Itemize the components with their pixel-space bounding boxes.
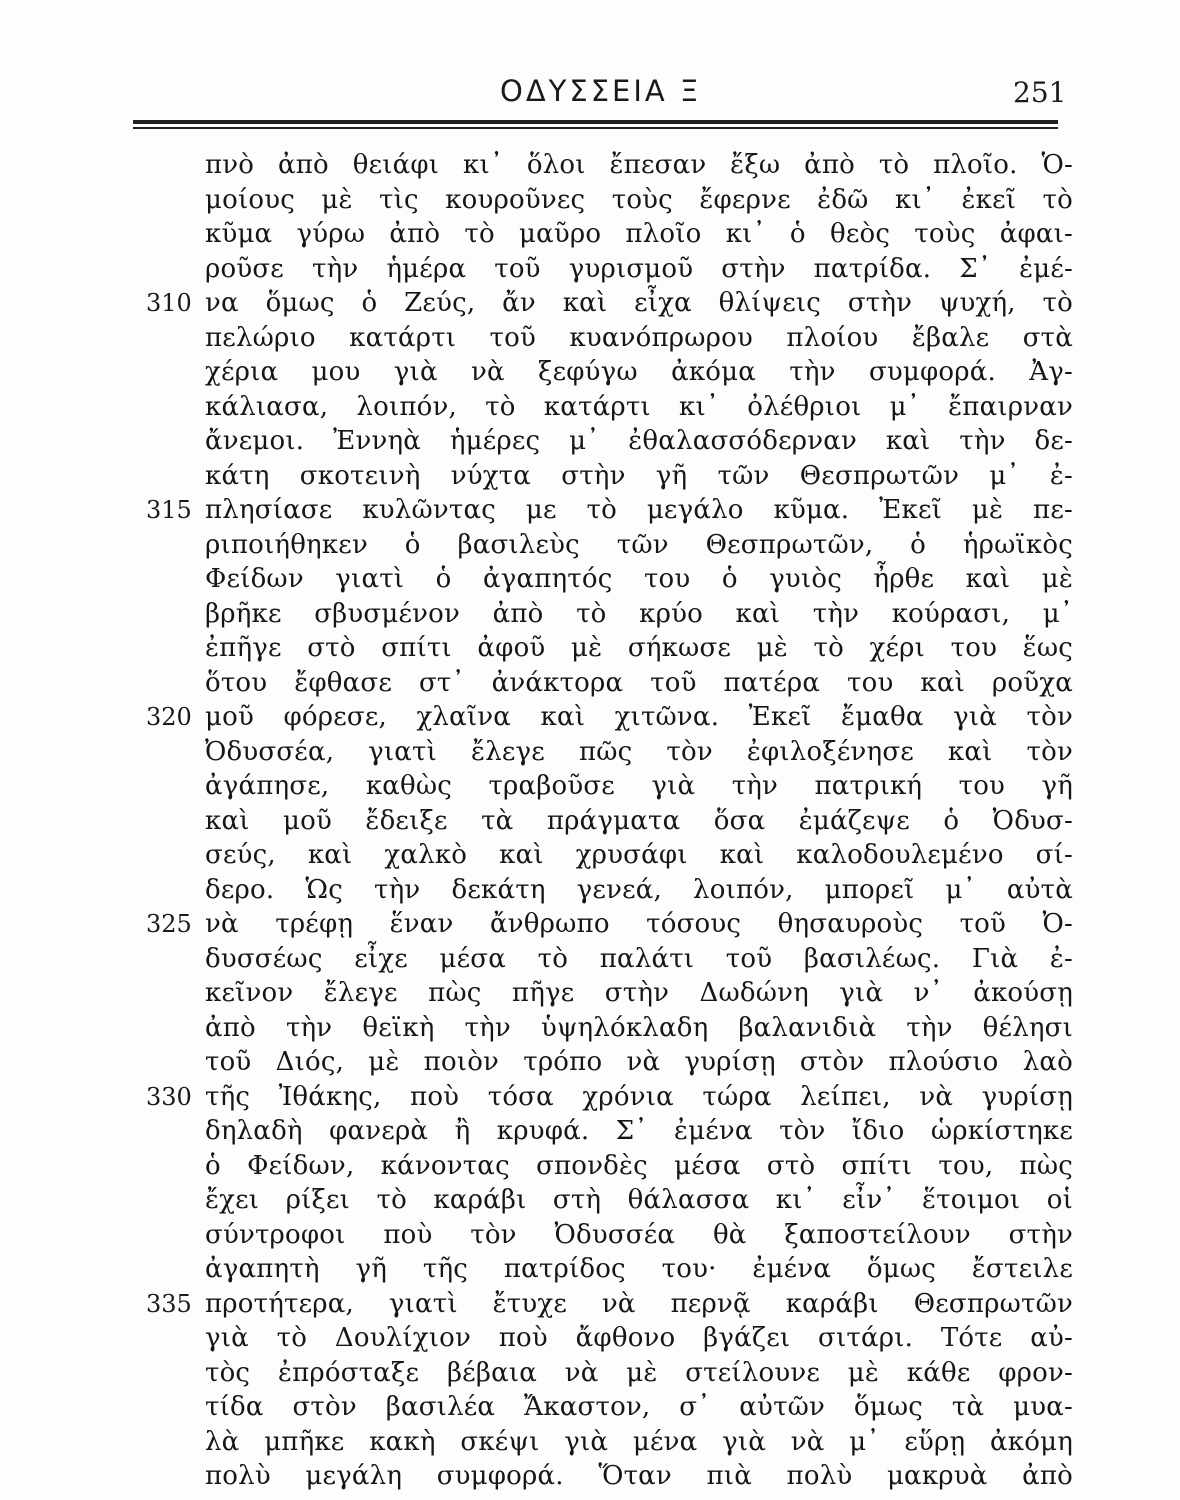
text-line: [0, 1114, 1180, 1149]
text-line: [0, 562, 1180, 597]
text-line: [0, 631, 1180, 666]
text-line: [0, 252, 1180, 287]
line-text: κῦμα γύρω ἀπὸ τὸ μαῦρο πλοῖο κι᾿ ὁ θεὸς τοὺς ἀφαι-: [205, 219, 1073, 249]
line-text: δερο. Ὡς τὴν δεκάτη γενεά, λοιπόν, μπορεῖ μ᾿ αὐτὰ: [205, 874, 1073, 905]
line-text: νὰ τρέφῃ ἕναν ἄνθρωπο τόσους θησαυροὺς τοῦ Ὀ-: [205, 909, 1073, 939]
line-text: σεύς, καὶ χαλκὸ καὶ χρυσάφι καὶ καλοδουλεμένο σί-: [205, 840, 1073, 870]
line-number: 335: [146, 1289, 192, 1318]
text-line: [0, 148, 1180, 183]
text-line: [0, 597, 1180, 632]
text-line: [0, 942, 1180, 977]
text-line: [0, 769, 1180, 804]
text-line: [0, 1149, 1180, 1184]
header-rule-thick: [133, 120, 1058, 124]
line-text: Ὀδυσσέα, γιατὶ ἔλεγε πῶς τὸν ἐφιλοξένησε καὶ τὸν: [205, 736, 1073, 767]
line-text: τοῦ Διός, μὲ ποιὸν τρόπο νὰ γυρίσῃ στὸν πλούσιο λαὸ: [205, 1047, 1073, 1077]
text-line: [0, 1321, 1180, 1356]
text-line: [0, 1356, 1180, 1391]
line-text: λὰ μπῆκε κακὴ σκέψι γιὰ μένα γιὰ νὰ μ᾿ εὕρῃ ἀκόμη: [205, 1426, 1073, 1457]
text-line: [0, 1287, 1180, 1322]
line-text: σύντροφοι ποὺ τὸν Ὀδυσσέα θὰ ξαποστείλουν στὴν: [205, 1219, 1073, 1250]
line-number: 320: [146, 703, 192, 731]
line-text: καὶ μοῦ ἔδειξε τὰ πράγματα ὅσα ἐμάζεψε ὁ Ὀδυσ-: [205, 805, 1073, 836]
text-line: [0, 838, 1180, 873]
body-text: [0, 148, 1180, 1494]
line-text: ροῦσε τὴν ἡμέρα τοῦ γυρισμοῦ στὴν πατρίδα. Σ᾿ ἐμέ-: [205, 253, 1073, 284]
line-text: ἄνεμοι. Ἐννηὰ ἡμέρες μ᾿ ἐθαλασσόδερναν καὶ τὴν δε-: [205, 426, 1073, 456]
line-text: κάτη σκοτεινὴ νύχτα στὴν γῆ τῶν Θεσπρωτῶν μ᾿ ἐ-: [205, 460, 1073, 491]
text-line: [0, 1252, 1180, 1287]
line-text: γιὰ τὸ Δουλίχιον ποὺ ἄφθονο βγάζει σιτάρι. Τότε αὐ-: [205, 1323, 1073, 1353]
line-number: 315: [146, 496, 192, 524]
line-text: δηλαδὴ φανερὰ ἢ κρυφά. Σ᾿ ἐμένα τὸν ἴδιο ὡρκίστηκε: [205, 1116, 1073, 1146]
line-text: τὸς ἐπρόσταξε βέβαια νὰ μὲ στείλουνε μὲ κάθε φρον-: [205, 1357, 1073, 1388]
running-head: ΟΔΥΣΣΕΙΑ Ξ: [500, 74, 702, 108]
line-text: ἐπῆγε στὸ σπίτι ἀφοῦ μὲ σήκωσε μὲ τὸ χέρι του ἕως: [205, 633, 1073, 663]
line-text: πλησίασε κυλῶντας με τὸ μεγάλο κῦμα. Ἐκεῖ μὲ πε-: [205, 495, 1073, 525]
header-rule-thin: [133, 127, 1058, 129]
line-text: μοῦ φόρεσε, χλαῖνα καὶ χιτῶνα. Ἐκεῖ ἔμαθα γιὰ τὸν: [205, 702, 1073, 732]
text-line: [0, 493, 1180, 528]
line-number: 310: [146, 289, 192, 317]
line-text: ριποιήθηκεν ὁ βασιλεὺς τῶν Θεσπρωτῶν, ὁ ἡρωϊκὸς: [205, 529, 1073, 560]
text-line: [0, 804, 1180, 839]
line-text: τίδα στὸν βασιλέα Ἄκαστον, σ᾿ αὐτῶν ὅμως τὰ μυα-: [205, 1392, 1073, 1422]
text-line: [0, 1425, 1180, 1460]
text-line: [0, 1183, 1180, 1218]
text-line: [0, 1011, 1180, 1046]
text-line: [0, 183, 1180, 218]
line-text: Φείδων γιατὶ ὁ ἀγαπητός του ὁ γυιὸς ἦρθε καὶ μὲ: [205, 564, 1073, 594]
line-text: ὅτου ἔφθασε στ᾿ ἀνάκτορα τοῦ πατέρα του καὶ ροῦχα: [205, 667, 1073, 698]
text-line: [0, 700, 1180, 735]
line-text: πολὺ μεγάλη συμφορά. Ὅταν πιὰ πολὺ μακρυὰ ἀπὸ: [205, 1461, 1073, 1491]
line-number: 325: [146, 910, 192, 938]
text-line: [0, 286, 1180, 321]
line-text: ἀγάπησε, καθὼς τραβοῦσε γιὰ τὴν πατρική του γῆ: [205, 771, 1073, 801]
text-line: [0, 355, 1180, 390]
text-line: [0, 459, 1180, 494]
text-line: [0, 735, 1180, 770]
line-text: να ὅμως ὁ Ζεύς, ἄν καὶ εἶχα θλίψεις στὴν ψυχή, τὸ: [205, 288, 1073, 318]
text-line: [0, 1045, 1180, 1080]
text-line: [0, 390, 1180, 425]
line-number: 330: [146, 1082, 192, 1111]
line-text: πελώριο κατάρτι τοῦ κυανόπρωρου πλοίου ἔβαλε στὰ: [205, 322, 1073, 353]
line-text: ὁ Φείδων, κάνοντας σπονδὲς μέσα στὸ σπίτι του, πὼς: [205, 1150, 1073, 1181]
line-text: δυσσέως εἶχε μέσα τὸ παλάτι τοῦ βασιλέως. Γιὰ ἐ-: [205, 943, 1073, 974]
line-text: τῆς Ἰθάκης, ποὺ τόσα χρόνια τώρα λείπει, νὰ γυρίσῃ: [205, 1081, 1073, 1112]
line-text: προτήτερα, γιατὶ ἔτυχε νὰ περνᾷ καράβι Θεσπρωτῶν: [205, 1288, 1073, 1319]
text-line: [0, 976, 1180, 1011]
line-text: κεῖνον ἔλεγε πὼς πῆγε στὴν Δωδώνη γιὰ ν᾿ ἀκούσῃ: [205, 978, 1073, 1008]
text-line: [0, 424, 1180, 459]
text-line: [0, 1390, 1180, 1425]
line-text: πνὸ ἀπὸ θειάφι κι᾿ ὅλοι ἔπεσαν ἔξω ἀπὸ τὸ πλοῖο. Ὁ-: [205, 150, 1073, 180]
line-text: ἀπὸ τὴν θεϊκὴ τὴν ὑψηλόκλαδη βαλανιδιὰ τὴν θέλησι: [205, 1012, 1073, 1043]
line-text: μοίους μὲ τὶς κουροῦνες τοὺς ἔφερνε ἐδῶ κι᾿ ἐκεῖ τὸ: [205, 184, 1073, 215]
text-line: [0, 1080, 1180, 1115]
line-text: ἔχει ρίξει τὸ καράβι στὴ θάλασσα κι᾿ εἶν᾿ ἕτοιμοι οἱ: [205, 1185, 1073, 1215]
line-text: κάλιασα, λοιπόν, τὸ κατάρτι κι᾿ ὀλέθριοι μ᾿ ἔπαιρναν: [205, 391, 1073, 422]
page-number: 251: [1013, 76, 1067, 109]
text-line: [0, 873, 1180, 908]
line-text: ἀγαπητὴ γῆ τῆς πατρίδος του· ἐμένα ὅμως ἔστειλε: [205, 1254, 1073, 1284]
text-line: [0, 217, 1180, 252]
text-line: [0, 321, 1180, 356]
text-line: [0, 1459, 1180, 1494]
line-text: βρῆκε σβυσμένον ἀπὸ τὸ κρύο καὶ τὴν κούρασι, μ᾿: [205, 598, 1073, 629]
text-line: [0, 907, 1180, 942]
text-line: [0, 1218, 1180, 1253]
text-line: [0, 528, 1180, 563]
text-line: [0, 666, 1180, 701]
line-text: χέρια μου γιὰ νὰ ξεφύγω ἀκόμα τὴν συμφορά. Ἀγ-: [205, 357, 1073, 387]
